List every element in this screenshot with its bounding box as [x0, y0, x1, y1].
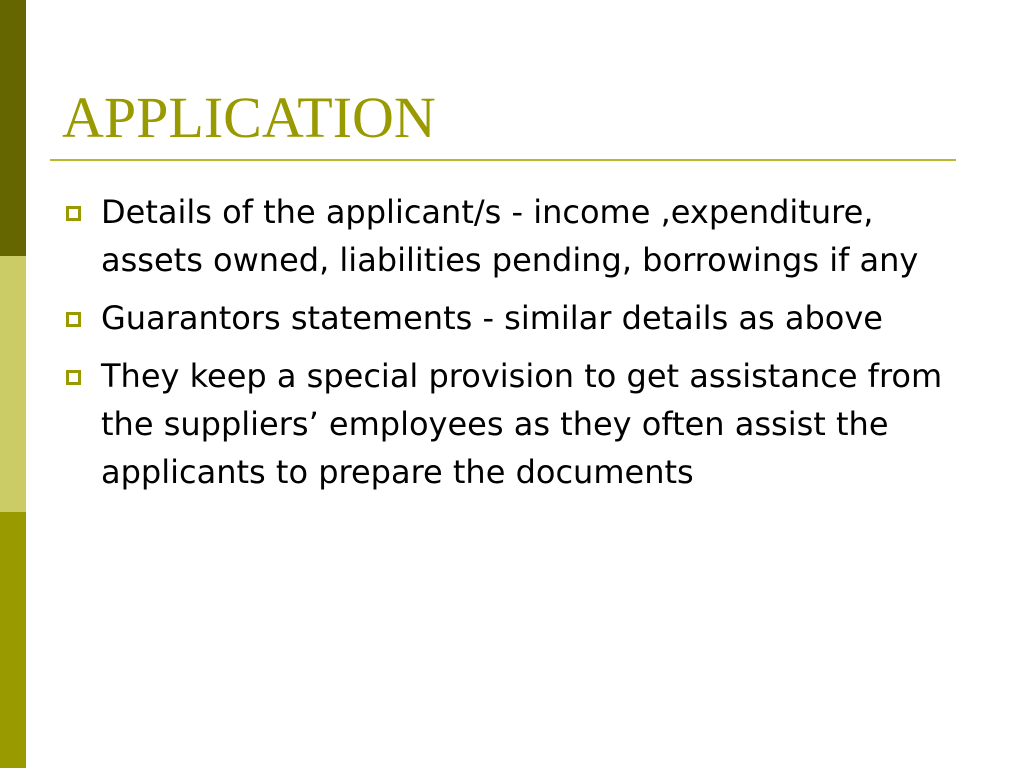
hollow-square-bullet-icon [66, 206, 81, 221]
bullet-text: Details of the applicant/s - income ,expenditure, assets owned, liabilities pending, borrowings if any [101, 193, 919, 279]
side-bar-middle-segment [0, 256, 26, 512]
bullet-item [66, 188, 966, 284]
title-underline-rule [50, 159, 956, 161]
hollow-square-bullet-icon [66, 370, 81, 385]
side-bar-bottom-segment [0, 512, 26, 768]
bullet-list [66, 188, 966, 506]
side-bar-top-segment [0, 0, 26, 256]
bullet-item [66, 352, 966, 496]
hollow-square-bullet-icon [66, 312, 81, 327]
slide-title: APPLICATION [62, 85, 436, 150]
bullet-item [66, 294, 966, 342]
bullet-text: Guarantors statements - similar details as above [101, 299, 883, 337]
bullet-text: They keep a special provision to get assistance from the suppliers’ employees as they often assist the applicants to prepare the documents [101, 357, 943, 491]
